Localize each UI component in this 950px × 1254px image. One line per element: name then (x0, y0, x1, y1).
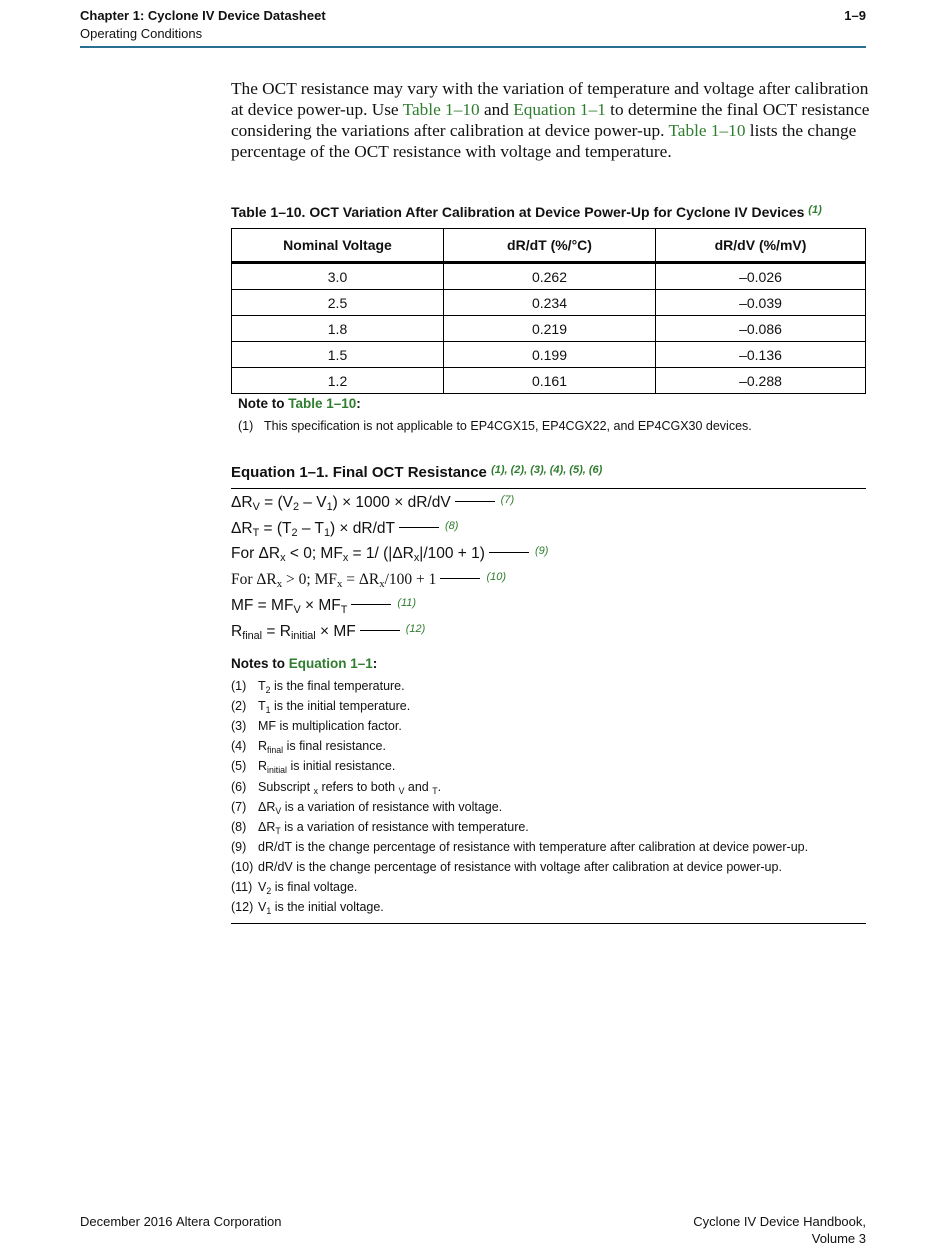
table-cell: –0.136 (656, 342, 866, 368)
table-cell: –0.086 (656, 316, 866, 342)
table-row (232, 290, 866, 316)
note-number: (8) (231, 820, 247, 834)
table-note-heading-text: Note to (238, 396, 289, 411)
link-table-1-10-second[interactable]: Table 1–10 (668, 121, 746, 140)
table-note-heading-colon: : (356, 396, 361, 411)
note-text: is the initial voltage. (271, 900, 384, 914)
table-cell: 0.234 (444, 290, 656, 316)
table-row (232, 368, 866, 394)
table-note-1 (238, 419, 752, 433)
intro-text-4: lists the change percentage of the OCT resistance with voltage and temperature. (231, 121, 857, 161)
note-number: (1) (238, 419, 254, 433)
table-cell: 1.2 (232, 368, 444, 394)
table-header-row (232, 229, 866, 263)
equation-note-10 (231, 860, 782, 874)
equation-line-delta-rt: $\Delta R_T = (T_2 - T_1) \times dR/dT$ $^{(8)}$ (231, 520, 459, 539)
column-header-drdv: dR/dV (%/mV) (656, 229, 866, 263)
running-header-section: Operating Conditions (80, 26, 203, 41)
equation-note-3 (231, 719, 402, 733)
table-row (232, 316, 866, 342)
footer-date: December 2016 (80, 1214, 173, 1229)
note-text: is a variation of resistance with voltage. (281, 800, 503, 814)
note-number: (5) (231, 759, 247, 773)
equation-bottom-rule (231, 923, 866, 924)
table-cell: –0.026 (656, 263, 866, 290)
note-number: (7) (231, 800, 247, 814)
table-row (232, 342, 866, 368)
equation-note-1: (1) $T_2$ is the final temperature. (231, 679, 405, 695)
equation-title-text: Equation 1–1. Final OCT Resistance (231, 464, 487, 481)
table-title (231, 204, 822, 220)
note-text: is a variation of resistance with temperature. (280, 820, 529, 834)
note-text: is final voltage. (271, 880, 358, 894)
equation-notes-heading (231, 656, 377, 671)
equation-notes-heading-colon: : (372, 656, 378, 671)
oct-variation-table (231, 228, 866, 394)
note-number: (12) (231, 900, 254, 914)
table-cell: –0.039 (656, 290, 866, 316)
equation-line-delta-rv: $\Delta R_V = (V_2 - V_1) \times 1000 \times dR/dV$ $^{(7)}$ (231, 494, 515, 513)
note-number: (4) (231, 739, 247, 753)
equation-title (231, 464, 602, 481)
intro-text-2: and (479, 100, 514, 119)
equation-notes-heading-text: Notes to (231, 656, 289, 671)
equation-note-7: (7) $\Delta R_V$ is a variation of resistance with voltage. (231, 800, 503, 816)
intro-text-3: to determine the final OCT resistance considering the variations after calibration at device power-up. (231, 100, 870, 140)
table-cell: –0.288 (656, 368, 866, 394)
equation-ref-12[interactable]: (12) (405, 623, 426, 635)
equation-ref-7[interactable]: (7) (500, 494, 515, 506)
intro-text-1: The OCT resistance may vary with the variation of temperature and voltage after calibration at device power-up. Use (231, 79, 869, 119)
link-equation-1-1-notes[interactable]: Equation 1–1 (288, 656, 373, 671)
page-number: 1–9 (844, 8, 866, 23)
table-cell: 0.199 (444, 342, 656, 368)
equation-line-mfx-negative: For $\Delta R_x < 0$; $MF_x = 1/$ $(|\Delta R_x|/100 + 1)$ $^{(9)}$ (231, 545, 549, 564)
equation-line-mfx-positive: For $\Delta R_x > 0$; $MF_x = \Delta R_x/100 + 1$ $^{(10)}$ (231, 571, 506, 590)
equation-line-rfinal: $R_{final} = R_{initial}$ × MF $^{(12)}$ (231, 623, 426, 642)
table-cell: 1.8 (232, 316, 444, 342)
note-text: is initial resistance. (286, 759, 396, 773)
note-number: (1) (231, 679, 247, 693)
column-header-nominal-voltage: Nominal Voltage (232, 229, 444, 263)
table-title-note-ref[interactable]: (1) (808, 204, 822, 216)
note-number: (9) (231, 840, 247, 854)
note-text: dR/dT is the change percentage of resistance with temperature after calibration at device power-up. (258, 840, 809, 854)
equation-note-4: (4) $R_{final}$ is final resistance. (231, 739, 386, 755)
footer-handbook-volume: Volume 3 (811, 1231, 866, 1246)
intro-paragraph (231, 78, 871, 162)
table-note-heading (238, 396, 361, 411)
note-text: dR/dV is the change percentage of resistance with voltage after calibration at device power-up. (258, 860, 782, 874)
note-number: (6) (231, 780, 247, 794)
equation-ref-8[interactable]: (8) (445, 520, 459, 532)
equation-ref-9[interactable]: (9) (534, 545, 549, 557)
table-row (232, 263, 866, 290)
header-rule (80, 46, 866, 48)
note-text: is the initial temperature. (270, 699, 411, 713)
equation-top-rule (231, 488, 866, 489)
note-text: This specification is not applicable to EP4CGX15, EP4CGX22, and EP4CGX30 devices. (264, 419, 752, 433)
equation-note-5: (5) $R_{initial}$ is initial resistance. (231, 759, 396, 775)
table-cell: 0.262 (444, 263, 656, 290)
note-number: (2) (231, 699, 247, 713)
table-cell: 0.161 (444, 368, 656, 394)
equation-note-2: (2) $T_1$ is the initial temperature. (231, 699, 411, 715)
column-header-drdt: dR/dT (%/°C) (444, 229, 656, 263)
equation-note-12: (12) $V_1$ is the initial voltage. (231, 900, 384, 916)
table-title-text: Table 1–10. OCT Variation After Calibration at Device Power-Up for Cyclone IV Devices (231, 204, 805, 220)
footer-organization: Altera Corporation (176, 1214, 282, 1229)
table-cell: 2.5 (232, 290, 444, 316)
link-table-1-10-note[interactable]: Table 1–10 (288, 396, 357, 411)
note-text: is the final temperature. (270, 679, 405, 693)
equation-note-6: (6) Subscript $_x$ refers to both $_V$ and $_T$. (231, 780, 442, 796)
table-cell: 3.0 (232, 263, 444, 290)
table-cell: 0.219 (444, 316, 656, 342)
equation-note-8: (8) $\Delta R_T$ is a variation of resistance with temperature. (231, 820, 529, 836)
note-number: (11) (231, 880, 253, 894)
table-cell: 1.5 (232, 342, 444, 368)
equation-ref-11[interactable]: (11) (397, 597, 417, 609)
running-header-chapter: Chapter 1: Cyclone IV Device Datasheet (80, 8, 326, 23)
equation-note-11: (11) $V_2$ is final voltage. (231, 880, 358, 896)
note-text: is final resistance. (283, 739, 386, 753)
equation-line-mf: MF = $MF_V \times MF_T^{(11)}$ (231, 597, 417, 616)
note-number: (10) (231, 860, 254, 874)
equation-note-9 (231, 840, 808, 854)
equation-title-note-refs[interactable]: (1), (2), (3), (4), (5), (6) (491, 464, 603, 476)
link-equation-1-1[interactable]: Equation 1–1 (513, 100, 606, 119)
note-text: MF is multiplication factor. (258, 719, 402, 733)
note-number: (3) (231, 719, 247, 733)
equation-ref-10[interactable]: (10) (486, 571, 506, 583)
link-table-1-10[interactable]: Table 1–10 (402, 100, 480, 119)
footer-handbook-title: Cyclone IV Device Handbook, (693, 1214, 866, 1229)
